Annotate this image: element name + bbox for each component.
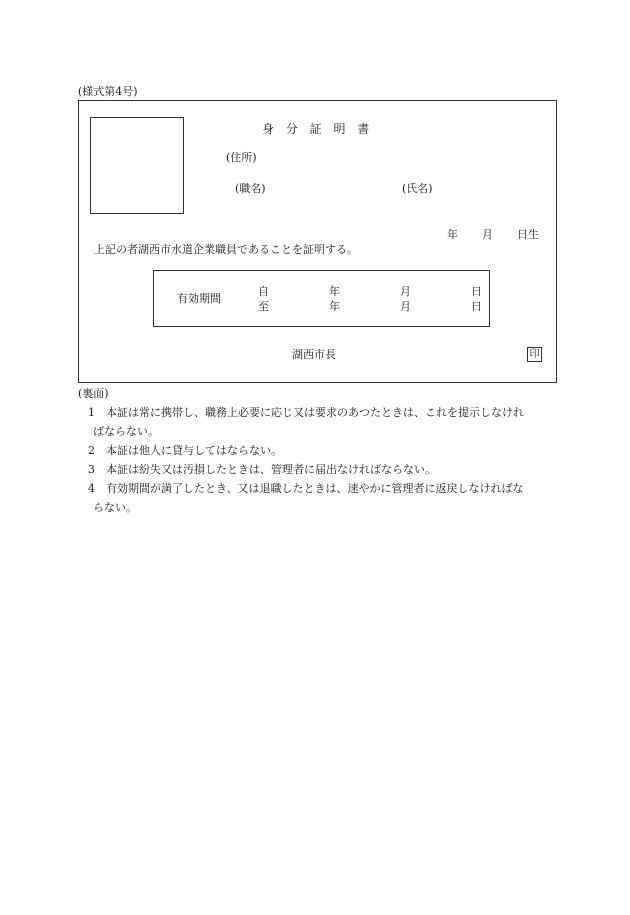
birth-month-label: 月 (482, 228, 493, 241)
back-item-text: 本証は紛失又は汚損したときは、管理者に届出なければならない。 (106, 463, 436, 476)
back-item-3 (80, 460, 560, 479)
validity-to-year: 年 (329, 300, 340, 313)
back-heading: (裏面) (78, 387, 109, 400)
validity-to-prefix: 至 (258, 300, 269, 313)
address-label: (住所) (226, 151, 257, 164)
validity-to-month: 月 (400, 300, 411, 313)
back-item-number: 1 (88, 406, 95, 419)
certification-text: 上記の者湖西市水道企業職員であることを証明する。 (94, 243, 358, 256)
issuer-label: 湖西市長 (292, 348, 336, 361)
card-title: 身 分 証 明 書 (262, 122, 374, 136)
seal-mark: 印 (527, 347, 542, 362)
back-item-number: 4 (88, 482, 95, 495)
validity-from-day: 日 (471, 285, 482, 298)
validity-from-prefix: 自 (258, 285, 269, 298)
back-item-4 (80, 479, 560, 517)
back-item-text: 本証は他人に貸与してはならない。 (106, 444, 282, 457)
back-item-2 (80, 441, 560, 460)
form-number-label: (様式第4号) (78, 85, 138, 98)
validity-from-month: 月 (400, 285, 411, 298)
back-item-text-cont: ばならない。 (93, 425, 159, 438)
birth-day-label: 日生 (517, 228, 539, 241)
photo-box (90, 117, 184, 214)
position-label: (職名) (235, 182, 266, 195)
validity-label: 有効期間 (177, 292, 221, 305)
back-item-text: 本証は常に携帯し、職務上必要に応じ又は要求のあつたときは、これを提示しなけれ (106, 406, 524, 419)
back-item-1 (80, 403, 560, 441)
validity-from-year: 年 (329, 285, 340, 298)
back-item-number: 3 (88, 463, 95, 476)
birth-year-label: 年 (447, 228, 458, 241)
validity-to-day: 日 (471, 300, 482, 313)
back-item-number: 2 (88, 444, 95, 457)
back-item-text-cont: らない。 (93, 501, 137, 514)
name-label: (氏名) (402, 182, 433, 195)
back-item-text: 有効期間が満了したとき、又は退職したときは、速やかに管理者に返戻しなければな (106, 482, 524, 495)
